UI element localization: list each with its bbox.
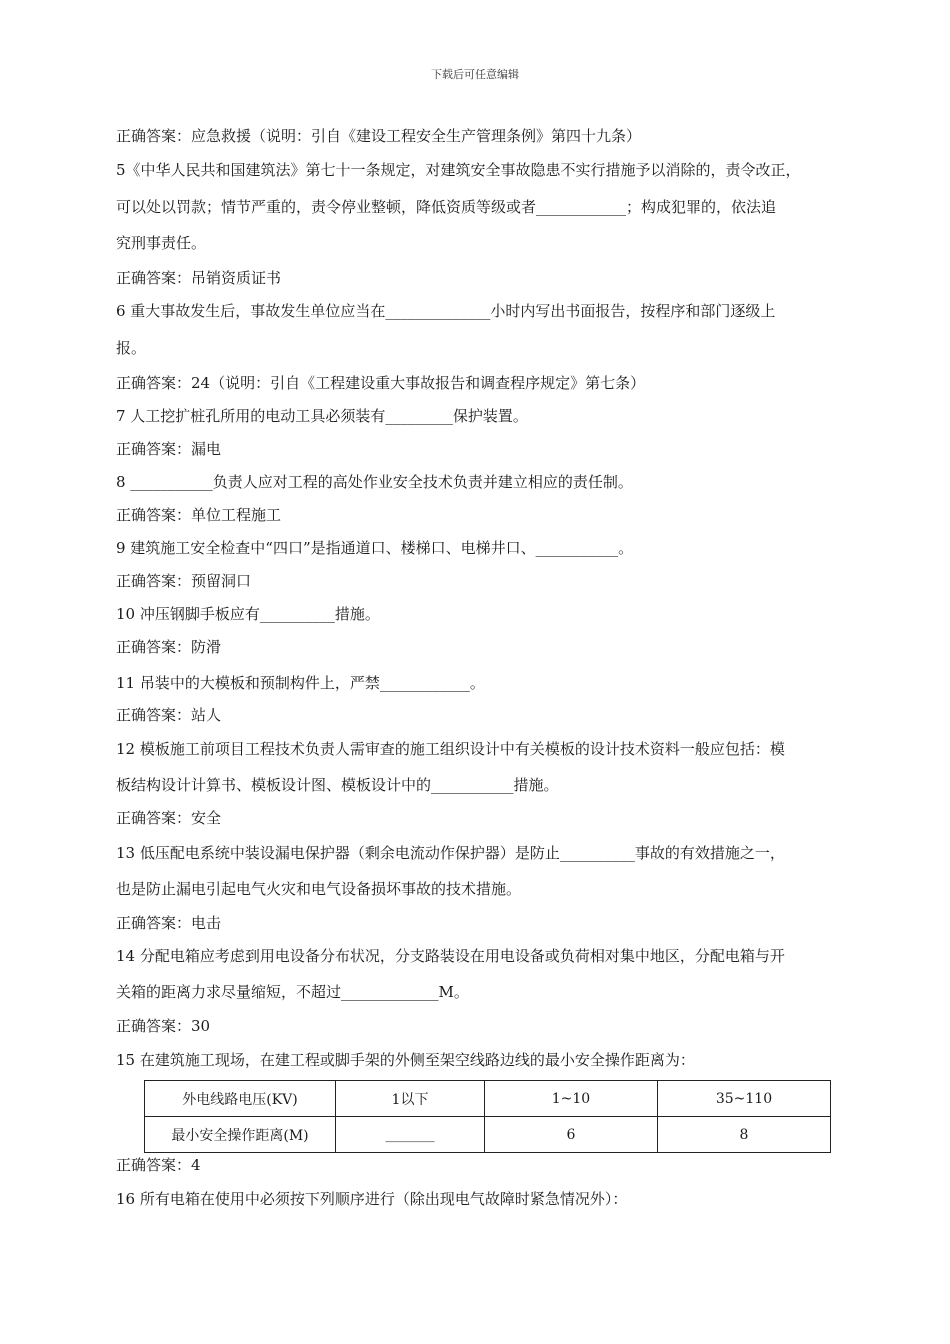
table-cell: 1~10 [485,1081,658,1117]
question-line: 15 在建筑施工现场，在建工程或脚手架的外侧至架空线路边线的最小安全操作距离为： [116,1051,695,1069]
table-cell: 1以下 [336,1081,485,1117]
question-line: 关箱的距离力求尽量缩短，不超过_____________M。 [116,983,469,1001]
table-cell: 8 [658,1117,831,1153]
question-line: 报。 [116,339,147,357]
question-line: 16 所有电箱在使用中必须按下列顺序进行（除出现电气故障时紧急情况外）： [116,1190,628,1208]
question-line: 14 分配电箱应考虑到用电设备分布状况，分支路装设在用电设备或负荷相对集中地区，分配电箱与开 [116,947,785,965]
question-line: 可以处以罚款；情节严重的，责令停业整顿，降低资质等级或者____________；构成犯罪的，依法追 [116,198,777,216]
answer-line: 正确答案：预留洞口 [116,572,252,590]
question-line: 12 模板施工前项目工程技术负责人需审查的施工组织设计中有关模板的设计技术资料一般应包括：模 [116,740,785,758]
answer-line: 正确答案：30 [116,1017,211,1035]
question-line: 10 冲压钢脚手板应有__________措施。 [116,605,380,623]
question-line: 7 人工挖扩桩孔所用的电动工具必须装有_________保护装置。 [116,407,528,425]
answer-line: 正确答案：单位工程施工 [116,506,282,524]
answer-line: 正确答案：24（说明：引自《工程建设重大事故报告和调查程序规定》第七条） [116,374,646,392]
answer-line: 正确答案：吊销资质证书 [116,269,282,287]
question-line: 5《中华人民共和国建筑法》第七十一条规定，对建筑安全事故隐患不实行措施予以消除的，责令改正， [116,161,801,179]
table-cell: _______ [336,1117,485,1153]
question-line: 也是防止漏电引起电气火灾和电气设备损坏事故的技术措施。 [116,880,522,898]
question-line: 13 低压配电系统中装设漏电保护器（剩余电流动作保护器）是防止__________事故的有效措施之一， [116,844,785,862]
question-line: 9 建筑施工安全检查中“四口”是指通道口、楼梯口、电梯井口、___________。 [116,539,634,557]
safety-distance-table [144,1080,831,1153]
question-line: 板结构设计计算书、模板设计图、模板设计中的___________措施。 [116,776,559,794]
table-cell: 6 [485,1117,658,1153]
answer-line: 正确答案：电击 [116,914,222,932]
answer-line: 正确答案：防滑 [116,638,222,656]
table-cell: 35~110 [658,1081,831,1117]
question-line: 6 重大事故发生后，事故发生单位应当在______________小时内写出书面报告，按程序和部门逐级上 [116,302,776,320]
table-row [145,1081,831,1117]
page-header: 下载后可任意编辑 [431,68,519,81]
table-cell: 最小安全操作距离(M) [145,1117,336,1153]
question-line: 8 ___________负责人应对工程的高处作业安全技术负责并建立相应的责任制。 [116,473,633,491]
answer-line: 正确答案：站人 [116,706,222,724]
table-cell: 外电线路电压(KV) [145,1081,336,1117]
question-line: 11 吊装中的大模板和预制构件上，严禁____________。 [116,674,485,692]
answer-line: 正确答案：安全 [116,809,222,827]
answer-line: 正确答案：应急救援（说明：引自《建设工程安全生产管理条例》第四十九条） [116,127,642,145]
answer-line: 正确答案：漏电 [116,440,222,458]
answer-line: 正确答案：4 [116,1156,201,1174]
table-row [145,1117,831,1153]
question-line: 究刑事责任。 [116,234,207,252]
